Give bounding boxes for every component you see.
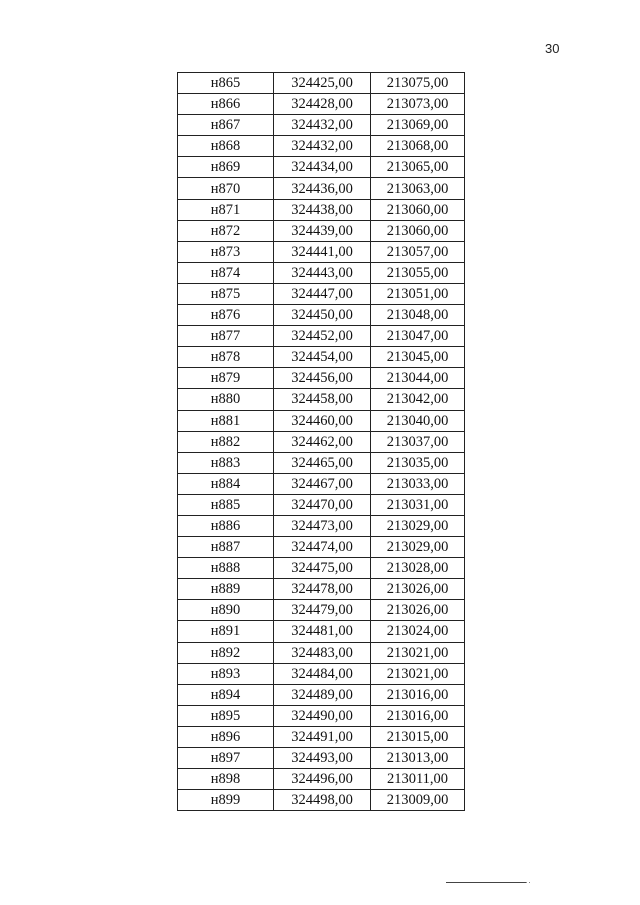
x-coordinate-cell: 324443,00: [274, 262, 371, 283]
x-coordinate-cell: 324432,00: [274, 115, 371, 136]
point-id-cell: н869: [178, 157, 274, 178]
table-row: [178, 579, 465, 600]
table-row: [178, 347, 465, 368]
y-coordinate-cell: 213060,00: [371, 199, 465, 220]
y-coordinate-cell: 213044,00: [371, 368, 465, 389]
table-row: [178, 241, 465, 262]
y-coordinate-cell: 213024,00: [371, 621, 465, 642]
table-row: [178, 368, 465, 389]
y-coordinate-cell: 213042,00: [371, 389, 465, 410]
table-row: [178, 515, 465, 536]
point-id-cell: н895: [178, 705, 274, 726]
table-row: [178, 431, 465, 452]
table-row: [178, 220, 465, 241]
point-id-cell: н887: [178, 537, 274, 558]
point-id-cell: н898: [178, 769, 274, 790]
y-coordinate-cell: 213016,00: [371, 705, 465, 726]
y-coordinate-cell: 213073,00: [371, 94, 465, 115]
table-row: [178, 621, 465, 642]
y-coordinate-cell: 213033,00: [371, 473, 465, 494]
table-row: [178, 726, 465, 747]
x-coordinate-cell: 324478,00: [274, 579, 371, 600]
y-coordinate-cell: 213047,00: [371, 326, 465, 347]
x-coordinate-cell: 324479,00: [274, 600, 371, 621]
table-row: [178, 199, 465, 220]
point-id-cell: н872: [178, 220, 274, 241]
y-coordinate-cell: 213035,00: [371, 452, 465, 473]
point-id-cell: н888: [178, 558, 274, 579]
x-coordinate-cell: 324467,00: [274, 473, 371, 494]
point-id-cell: н873: [178, 241, 274, 262]
point-id-cell: н875: [178, 283, 274, 304]
y-coordinate-cell: 213021,00: [371, 663, 465, 684]
y-coordinate-cell: 213069,00: [371, 115, 465, 136]
x-coordinate-cell: 324498,00: [274, 790, 371, 811]
y-coordinate-cell: 213016,00: [371, 684, 465, 705]
point-id-cell: н896: [178, 726, 274, 747]
x-coordinate-cell: 324475,00: [274, 558, 371, 579]
point-id-cell: н894: [178, 684, 274, 705]
point-id-cell: н871: [178, 199, 274, 220]
x-coordinate-cell: 324439,00: [274, 220, 371, 241]
point-id-cell: н882: [178, 431, 274, 452]
table-row: [178, 705, 465, 726]
table-row: [178, 73, 465, 94]
y-coordinate-cell: 213065,00: [371, 157, 465, 178]
table-row: [178, 790, 465, 811]
y-coordinate-cell: 213060,00: [371, 220, 465, 241]
footer-signature-line: [446, 882, 526, 883]
y-coordinate-cell: 213031,00: [371, 494, 465, 515]
y-coordinate-cell: 213013,00: [371, 748, 465, 769]
table-row: [178, 283, 465, 304]
point-id-cell: н879: [178, 368, 274, 389]
point-id-cell: н883: [178, 452, 274, 473]
x-coordinate-cell: 324460,00: [274, 410, 371, 431]
y-coordinate-cell: 213051,00: [371, 283, 465, 304]
point-id-cell: н865: [178, 73, 274, 94]
x-coordinate-cell: 324484,00: [274, 663, 371, 684]
table-row: [178, 305, 465, 326]
y-coordinate-cell: 213011,00: [371, 769, 465, 790]
x-coordinate-cell: 324473,00: [274, 515, 371, 536]
table-row: [178, 663, 465, 684]
table-row: [178, 136, 465, 157]
table-row: [178, 115, 465, 136]
y-coordinate-cell: 213026,00: [371, 600, 465, 621]
table-row: [178, 410, 465, 431]
point-id-cell: н867: [178, 115, 274, 136]
table-row: [178, 537, 465, 558]
y-coordinate-cell: 213029,00: [371, 537, 465, 558]
y-coordinate-cell: 213028,00: [371, 558, 465, 579]
table-row: [178, 326, 465, 347]
x-coordinate-cell: 324447,00: [274, 283, 371, 304]
table-row: [178, 178, 465, 199]
point-id-cell: н893: [178, 663, 274, 684]
point-id-cell: н878: [178, 347, 274, 368]
y-coordinate-cell: 213040,00: [371, 410, 465, 431]
x-coordinate-cell: 324489,00: [274, 684, 371, 705]
y-coordinate-cell: 213037,00: [371, 431, 465, 452]
x-coordinate-cell: 324432,00: [274, 136, 371, 157]
y-coordinate-cell: 213075,00: [371, 73, 465, 94]
x-coordinate-cell: 324462,00: [274, 431, 371, 452]
table-row: [178, 600, 465, 621]
x-coordinate-cell: 324490,00: [274, 705, 371, 726]
point-id-cell: н881: [178, 410, 274, 431]
point-id-cell: н866: [178, 94, 274, 115]
x-coordinate-cell: 324470,00: [274, 494, 371, 515]
point-id-cell: н891: [178, 621, 274, 642]
point-id-cell: н890: [178, 600, 274, 621]
table-row: [178, 684, 465, 705]
x-coordinate-cell: 324493,00: [274, 748, 371, 769]
point-id-cell: н897: [178, 748, 274, 769]
coordinates-table-body: [178, 73, 465, 811]
x-coordinate-cell: 324456,00: [274, 368, 371, 389]
table-row: [178, 769, 465, 790]
point-id-cell: н870: [178, 178, 274, 199]
table-row: [178, 558, 465, 579]
x-coordinate-cell: 324454,00: [274, 347, 371, 368]
x-coordinate-cell: 324434,00: [274, 157, 371, 178]
coordinates-table: [177, 72, 465, 811]
y-coordinate-cell: 213048,00: [371, 305, 465, 326]
table-row: [178, 494, 465, 515]
table-row: [178, 157, 465, 178]
point-id-cell: н885: [178, 494, 274, 515]
x-coordinate-cell: 324491,00: [274, 726, 371, 747]
x-coordinate-cell: 324452,00: [274, 326, 371, 347]
point-id-cell: н877: [178, 326, 274, 347]
y-coordinate-cell: 213021,00: [371, 642, 465, 663]
point-id-cell: н880: [178, 389, 274, 410]
point-id-cell: н876: [178, 305, 274, 326]
table-row: [178, 94, 465, 115]
y-coordinate-cell: 213068,00: [371, 136, 465, 157]
point-id-cell: н892: [178, 642, 274, 663]
point-id-cell: н889: [178, 579, 274, 600]
x-coordinate-cell: 324425,00: [274, 73, 371, 94]
y-coordinate-cell: 213055,00: [371, 262, 465, 283]
point-id-cell: н868: [178, 136, 274, 157]
point-id-cell: н884: [178, 473, 274, 494]
x-coordinate-cell: 324496,00: [274, 769, 371, 790]
x-coordinate-cell: 324436,00: [274, 178, 371, 199]
table-row: [178, 452, 465, 473]
x-coordinate-cell: 324458,00: [274, 389, 371, 410]
x-coordinate-cell: 324441,00: [274, 241, 371, 262]
x-coordinate-cell: 324483,00: [274, 642, 371, 663]
x-coordinate-cell: 324474,00: [274, 537, 371, 558]
point-id-cell: н899: [178, 790, 274, 811]
y-coordinate-cell: 213009,00: [371, 790, 465, 811]
y-coordinate-cell: 213026,00: [371, 579, 465, 600]
table-row: [178, 748, 465, 769]
y-coordinate-cell: 213045,00: [371, 347, 465, 368]
y-coordinate-cell: 213029,00: [371, 515, 465, 536]
table-row: [178, 262, 465, 283]
x-coordinate-cell: 324438,00: [274, 199, 371, 220]
y-coordinate-cell: 213057,00: [371, 241, 465, 262]
table-row: [178, 473, 465, 494]
x-coordinate-cell: 324428,00: [274, 94, 371, 115]
x-coordinate-cell: 324481,00: [274, 621, 371, 642]
table-row: [178, 389, 465, 410]
x-coordinate-cell: 324465,00: [274, 452, 371, 473]
point-id-cell: н886: [178, 515, 274, 536]
y-coordinate-cell: 213063,00: [371, 178, 465, 199]
table-row: [178, 642, 465, 663]
x-coordinate-cell: 324450,00: [274, 305, 371, 326]
page-number: 30: [545, 41, 560, 56]
y-coordinate-cell: 213015,00: [371, 726, 465, 747]
point-id-cell: н874: [178, 262, 274, 283]
